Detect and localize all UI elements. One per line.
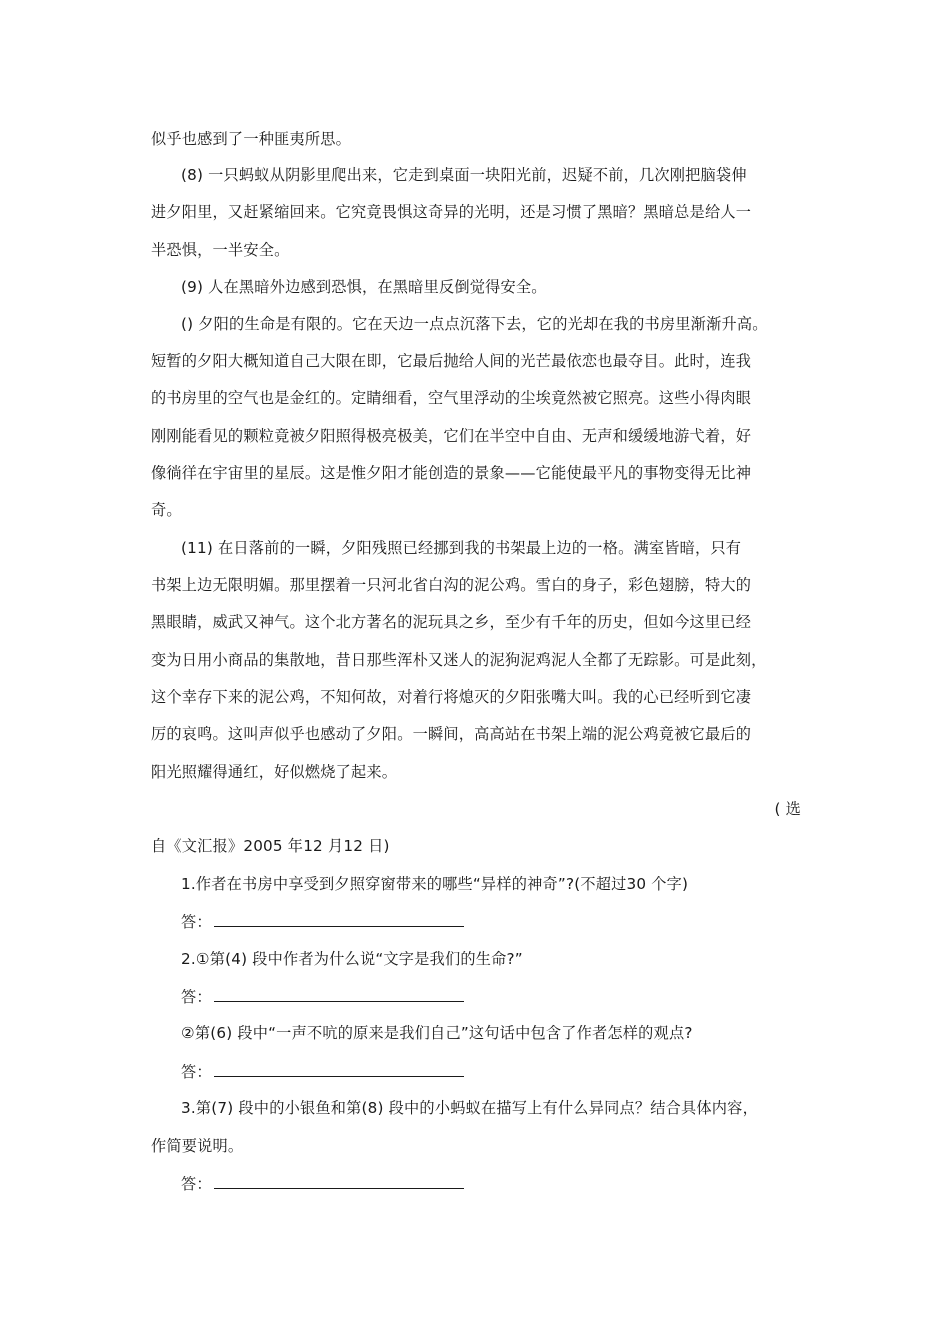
answer-label: 答：	[181, 913, 212, 931]
answer-blank[interactable]	[214, 911, 464, 927]
answer-line[interactable]	[181, 1061, 811, 1082]
paragraph-11-line: 这个幸存下来的泥公鸡，不知何故，对着行将熄灭的夕阳张嘴大叫。我的心已经听到它凄	[151, 688, 752, 706]
source-note: 自《文汇报》2005 年12 月12 日)	[151, 837, 390, 855]
paragraph-11-line: 黑眼睛，威武又神气。这个北方著名的泥玩具之乡，至少有千年的历史，但如今这里已经	[151, 613, 752, 631]
paragraph-10-line: 刚刚能看见的颗粒竟被夕阳照得极亮极美，它们在半空中自由、无声和缓缓地游弋着，好	[151, 427, 752, 445]
answer-label: 答：	[181, 988, 212, 1006]
paragraph-10-line: () 夕阳的生命是有限的。它在天边一点点沉落下去，它的光却在我的书房里渐渐升高。	[181, 315, 768, 333]
answer-line[interactable]	[181, 1173, 811, 1194]
answer-label: 答：	[181, 1063, 212, 1081]
paragraph-11-line: 厉的哀鸣。这叫声似乎也感动了夕阳。一瞬间，高高站在书架上端的泥公鸡竟被它最后的	[151, 725, 752, 743]
paragraph-11-line: (11) 在日落前的一瞬，夕阳残照已经挪到我的书架最上边的一格。满室皆暗，只有	[181, 539, 742, 557]
paragraph-10-line: 奇。	[151, 501, 182, 519]
answer-blank[interactable]	[214, 1173, 464, 1189]
paragraph-11-line: 变为日用小商品的集散地，昔日那些浑朴又迷人的泥狗泥鸡泥人全都了无踪影。可是此刻，	[151, 651, 767, 669]
question-3-continued: 作简要说明。	[151, 1137, 244, 1155]
paragraph-8-line: 进夕阳里，又赶紧缩回来。它究竟畏惧这奇异的光明，还是习惯了黑暗？黑暗总是给人一	[151, 203, 752, 221]
answer-line[interactable]	[181, 986, 811, 1007]
paragraph-11-line: 阳光照耀得通红，好似燃烧了起来。	[151, 763, 398, 781]
paragraph-10-line: 短暂的夕阳大概知道自己大限在即，它最后抛给人间的光芒最依恋也最夺目。此时，连我	[151, 352, 752, 370]
answer-label: 答：	[181, 1175, 212, 1193]
question-2-1: 2.①第(4) 段中作者为什么说“文字是我们的生命?”	[181, 950, 523, 968]
question-3: 3.第(7) 段中的小银鱼和第(8) 段中的小蚂蚁在描写上有什么异同点？结合具体内容，	[181, 1099, 758, 1117]
text-line: 似乎也感到了一种匪夷所思。	[151, 130, 352, 148]
paragraph-11-line: 书架上边无限明媚。那里摆着一只河北省白沟的泥公鸡。雪白的身子，彩色翅膀，特大的	[151, 576, 752, 594]
question-2-2: ②第(6) 段中“一声不吭的原来是我们自己”这句话中包含了作者怎样的观点?	[181, 1024, 693, 1042]
answer-blank[interactable]	[214, 1061, 464, 1077]
question-1: 1.作者在书房中享受到夕照穿窗带来的哪些“异样的神奇”?(不超过30 个字)	[181, 875, 689, 893]
paragraph-9-line: (9) 人在黑暗外边感到恐惧，在黑暗里反倒觉得安全。	[181, 278, 547, 296]
paragraph-8-line: 半恐惧，一半安全。	[151, 241, 290, 259]
paragraph-8-line: (8) 一只蚂蚁从阴影里爬出来，它走到桌面一块阳光前，迟疑不前，几次刚把脑袋伸	[181, 166, 747, 184]
paragraph-10-line: 的书房里的空气也是金红的。定睛细看，空气里浮动的尘埃竟然被它照亮。这些小得肉眼	[151, 389, 752, 407]
paragraph-10-line: 像徜徉在宇宙里的星辰。这是惟夕阳才能创造的景象——它能使最平凡的事物变得无比神	[151, 464, 752, 482]
source-note-start: ( 选	[774, 800, 801, 818]
answer-blank[interactable]	[214, 986, 464, 1002]
answer-line[interactable]	[181, 911, 811, 932]
